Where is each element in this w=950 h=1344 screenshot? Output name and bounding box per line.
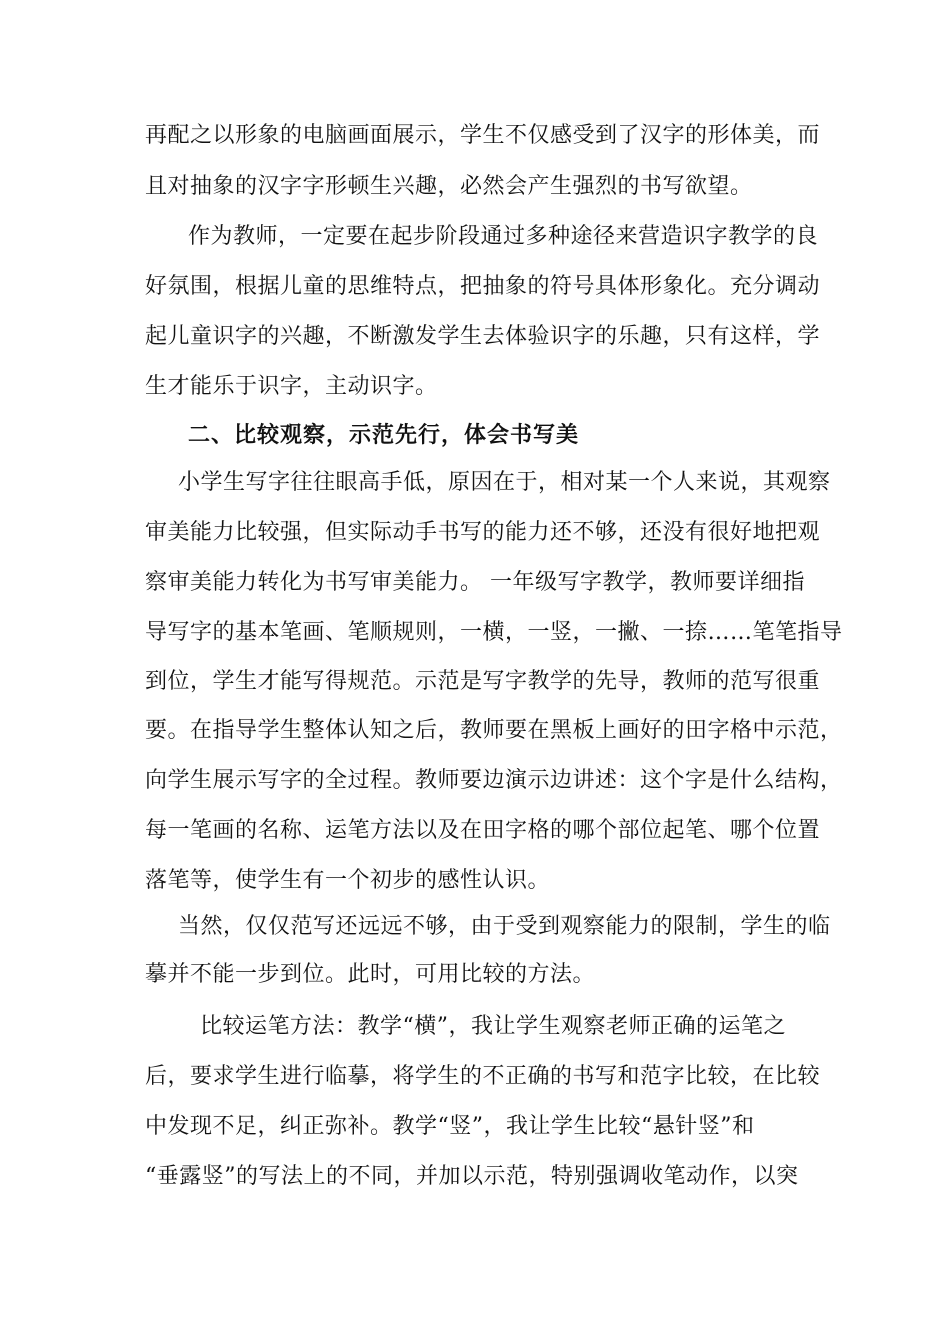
paragraph-first-line: 比较运笔方法：教学“横”，我让学生观察老师正确的运笔之: [200, 1014, 786, 1039]
text-line: 摹并不能一步到位。此时，可用比较的方法。: [145, 962, 596, 987]
text-line: 起儿童识字的兴趣，不断激发学生去体验识字的乐趣，只有这样，学: [145, 324, 821, 349]
text-line: 察审美能力转化为书写审美能力。 一年级写字教学，教师要详细指: [145, 570, 805, 595]
text-line: 向学生展示写字的全过程。教师要边演示边讲述：这个字是什么结构，: [145, 768, 843, 793]
text-line: 生才能乐于识字，主动识字。: [145, 374, 438, 399]
text-line: 再配之以形象的电脑画面展示，学生不仅感受到了汉字的形体美，而: [145, 123, 821, 148]
section-heading: 二、比较观察，示范先行，体会书写美: [188, 422, 580, 448]
text-line: 要。在指导学生整体认知之后，教师要在黑板上画好的田字格中示范，: [145, 718, 843, 743]
paragraph-first-line: 小学生写字往往眼高手低，原因在于，相对某一个人来说，其观察: [178, 470, 831, 495]
paragraph-first-line: 作为教师，一定要在起步阶段通过多种途径来营造识字教学的良: [188, 224, 819, 249]
text-line: 落笔等，使学生有一个初步的感性认识。: [145, 868, 551, 893]
text-line: 导写字的基本笔画、笔顺规则，一横，一竖，一撇、一捺……笔笔指导: [145, 620, 843, 645]
text-line: 审美能力比较强，但实际动手书写的能力还不够，还没有很好地把观: [145, 520, 821, 545]
text-line: 每一笔画的名称、运笔方法以及在田字格的哪个部位起笔、哪个位置: [145, 818, 821, 843]
text-line: 到位，学生才能写得规范。示范是写字教学的先导，教师的范写很重: [145, 669, 821, 694]
text-line: “垂露竖”的写法上的不同，并加以示范，特别强调收笔动作，以突: [145, 1164, 799, 1189]
paragraph-first-line: 当然，仅仅范写还远远不够，由于受到观察能力的限制，学生的临: [178, 914, 831, 939]
text-line: 中发现不足，纠正弥补。教学“竖”，我让学生比较“悬针竖”和: [145, 1114, 755, 1139]
text-line: 好氛围，根据儿童的思维特点，把抽象的符号具体形象化。充分调动: [145, 274, 821, 299]
text-line: 后，要求学生进行临摹，将学生的不正确的书写和范字比较，在比较: [145, 1064, 821, 1089]
text-line: 且对抽象的汉字字形顿生兴趣，必然会产生强烈的书写欲望。: [145, 174, 753, 199]
